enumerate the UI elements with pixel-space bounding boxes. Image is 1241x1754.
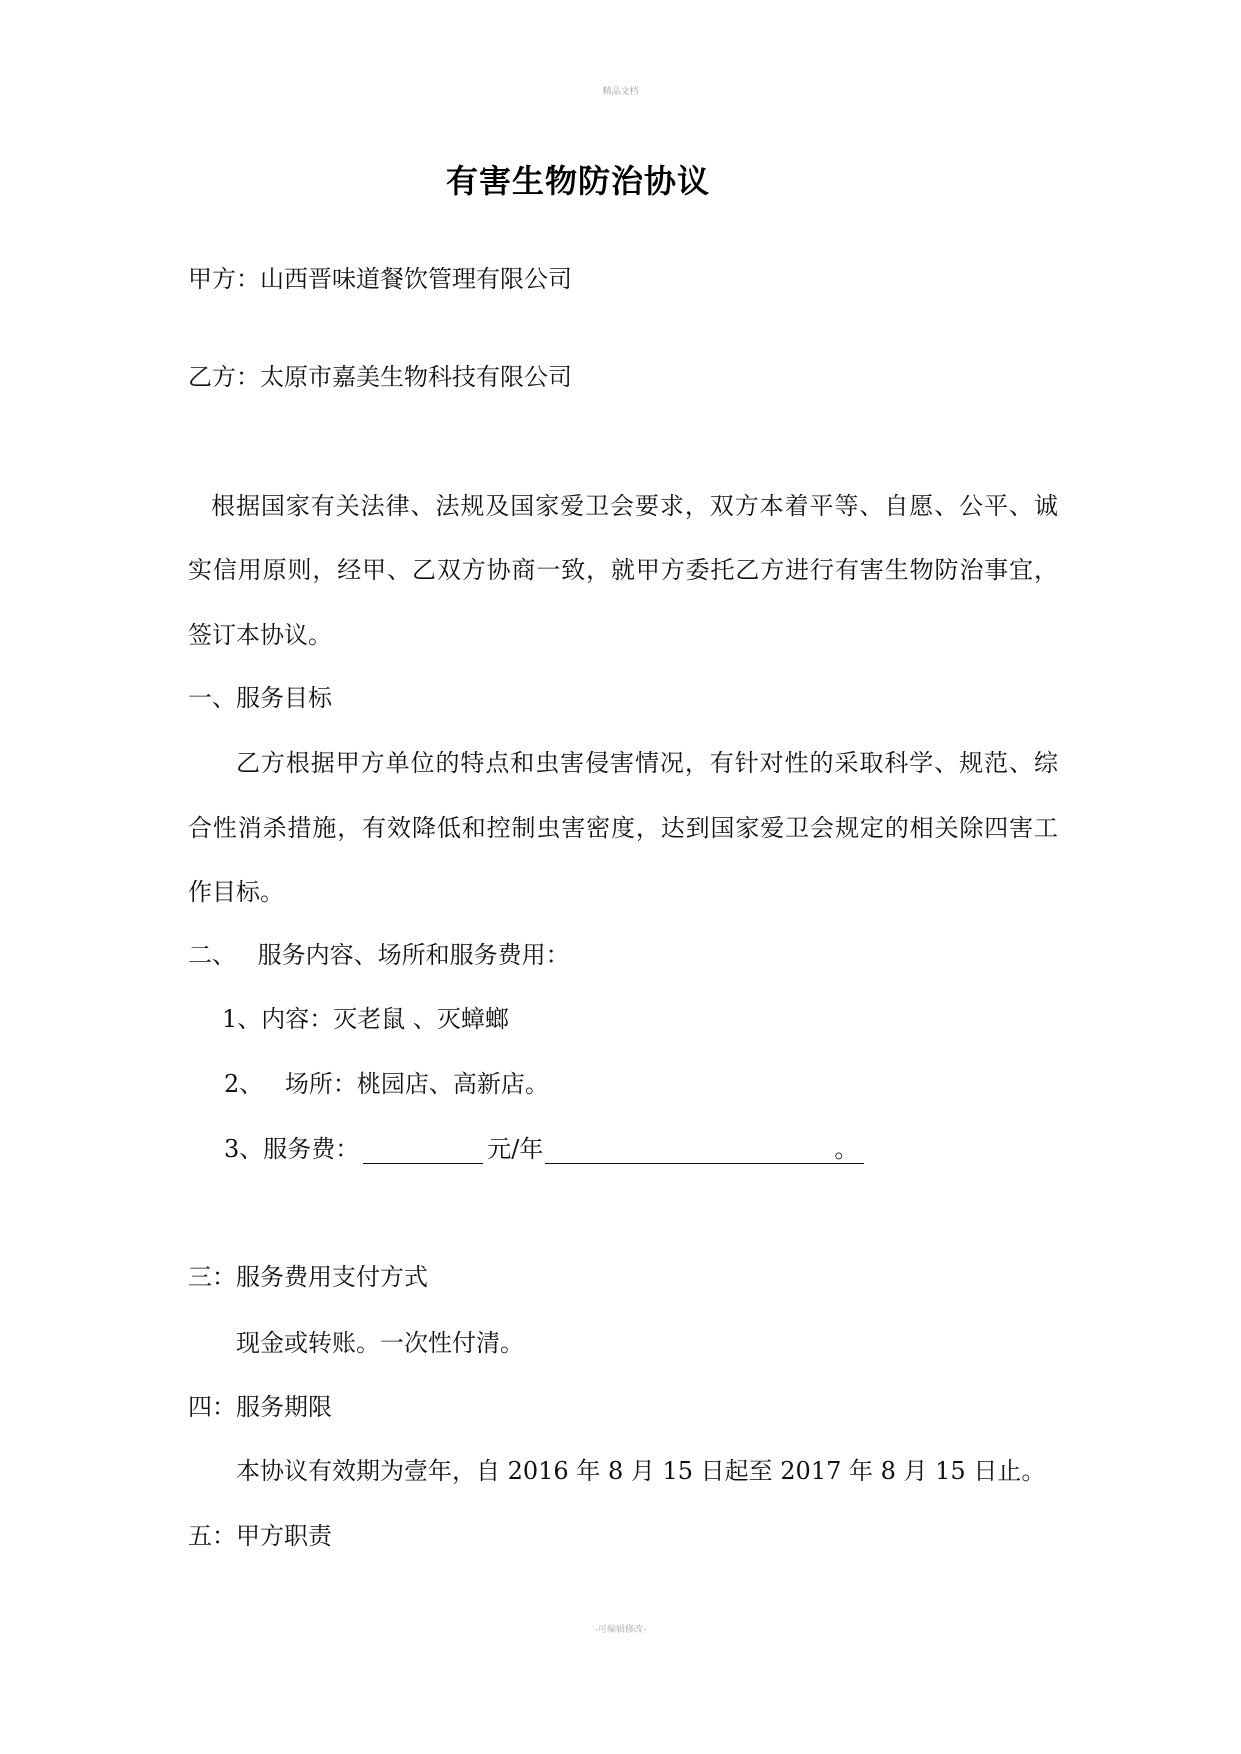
header-watermark: 精品文档 — [602, 87, 639, 97]
section-5-heading: 五：甲方职责 — [188, 1522, 332, 1550]
service-fee-item — [224, 1134, 864, 1164]
preamble-line-2: 实信用原则，经甲、乙双方协商一致，就甲方委托乙方进行有害生物防治事宜， — [188, 556, 1058, 584]
section-3-heading: 三：服务费用支付方式 — [188, 1263, 428, 1291]
service-fee-label: 3、服务费： — [224, 1135, 360, 1163]
service-location-item: 2、 场所：桃园店、高新店。 — [224, 1070, 549, 1098]
section-1-heading: 一、服务目标 — [188, 684, 332, 712]
preamble-line-1: 根据国家有关法律、法规及国家爱卫会要求，双方本着平等、自愿、公平、诚 — [211, 492, 1058, 520]
section-1-line-2: 合性消杀措施，有效降低和控制虫害密度，达到国家爱卫会规定的相关除四害工 — [188, 814, 1058, 842]
fee-amount-blank — [363, 1136, 483, 1164]
service-content-item: 1、内容：灭老鼠 、灭蟑螂 — [222, 1005, 509, 1033]
preamble-line-3: 签订本协议。 — [188, 621, 332, 649]
section-4-body: 本协议有效期为壹年，自 2016 年 8 月 15 日起至 2017 年 8 月 15 日止。 — [236, 1457, 1046, 1485]
footer-note: -可编辑修改- — [594, 1625, 647, 1635]
section-1-line-1: 乙方根据甲方单位的特点和虫害侵害情况，有针对性的采取科学、规范、综 — [236, 749, 1058, 777]
section-1-line-3: 作目标。 — [188, 878, 284, 906]
fee-unit: 元/年 — [487, 1135, 544, 1163]
section-4-heading: 四：服务期限 — [188, 1393, 332, 1421]
document-title: 有害生物防治协议 — [445, 162, 710, 200]
party-b: 乙方：太原市嘉美生物科技有限公司 — [188, 363, 572, 391]
section-3-body: 现金或转账。一次性付清。 — [236, 1329, 524, 1357]
fee-terms-blank: 。 — [545, 1136, 864, 1164]
party-a: 甲方：山西晋味道餐饮管理有限公司 — [188, 265, 572, 293]
section-2-heading: 二、 服务内容、场所和服务费用： — [188, 941, 570, 969]
